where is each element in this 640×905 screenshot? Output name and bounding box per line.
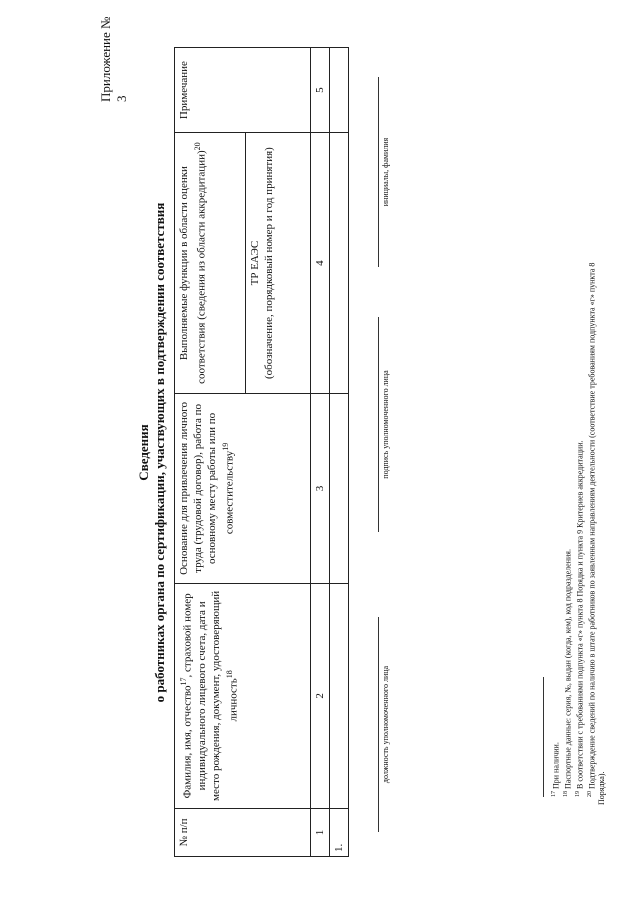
header-functions: Выполняемые функции в области оценки соответствия (сведения из области аккредитации)$^{20}$ <box>175 133 246 394</box>
document-subtitle: о работниках органа по сертификации, участвующих в подтверждении соответствия <box>152 202 167 703</box>
appendix-label: Приложение № 3 <box>98 16 129 102</box>
row-num: 1. <box>330 808 349 856</box>
footnote-18: $^{18}$ Паспортные данные: серия, №, выдан (когда, кем), код подразделения. <box>563 549 573 797</box>
table-header-row <box>175 48 246 857</box>
colnum-1: 1 <box>311 808 330 856</box>
table-row <box>330 48 349 857</box>
row-functions <box>330 133 349 394</box>
workers-table <box>174 47 349 857</box>
footnote-separator <box>543 677 544 797</box>
signature-line <box>378 317 379 532</box>
footnote-20-continuation: Порядка). <box>597 771 606 805</box>
footnote-20: $^{20}$ Подтверждение сведений по наличию в штате работников по заявленным направлениям деятельности (соответствие требованиям подпункта «г» пункта 8 <box>587 262 597 797</box>
row-note <box>330 48 349 133</box>
colnum-5: 5 <box>311 48 330 133</box>
document-title: Сведения <box>136 424 151 481</box>
position-signature-line <box>378 617 379 832</box>
header-note: Примечание <box>175 48 311 133</box>
header-tr <box>246 133 311 394</box>
rotated-landscape-content <box>8 8 632 897</box>
footnote-19: $^{19}$ В соответствии с требованиями подпункта «г» пункта 8 Порядка и пункта 9 Критериев аккредитации. <box>575 440 585 797</box>
header-tr-label: ТР ЕАЭС <box>249 240 261 286</box>
footnote-17: $^{17}$ При наличии. <box>551 742 561 797</box>
colnum-4: 4 <box>311 133 330 394</box>
row-fio <box>330 583 349 808</box>
colnum-3: 3 <box>311 394 330 584</box>
row-basis <box>330 394 349 584</box>
name-label: инициалы, фамилия <box>381 137 390 207</box>
colnum-2: 2 <box>311 583 330 808</box>
document-page <box>8 8 632 897</box>
name-signature-line <box>378 77 379 267</box>
header-fio: Фамилия, имя, отчество$^{17}$, страховой номер индивидуального лицевого счета, дата и место рождения, документ, удостоверяющий личность$^{18}$ <box>175 583 311 808</box>
header-basis: Основание для привлечения личного труда (трудовой договор), работа по основному месту работы или по совместительству$^{19}$ <box>175 394 311 584</box>
column-number-row <box>311 48 330 857</box>
header-tr-sub: (обозначение, порядковый номер и год принятия) <box>263 147 275 380</box>
header-num: № п/п <box>175 808 311 856</box>
position-label: должность уполномоченного лица <box>381 665 390 784</box>
signature-label: подпись уполномоченного лица <box>381 370 390 479</box>
